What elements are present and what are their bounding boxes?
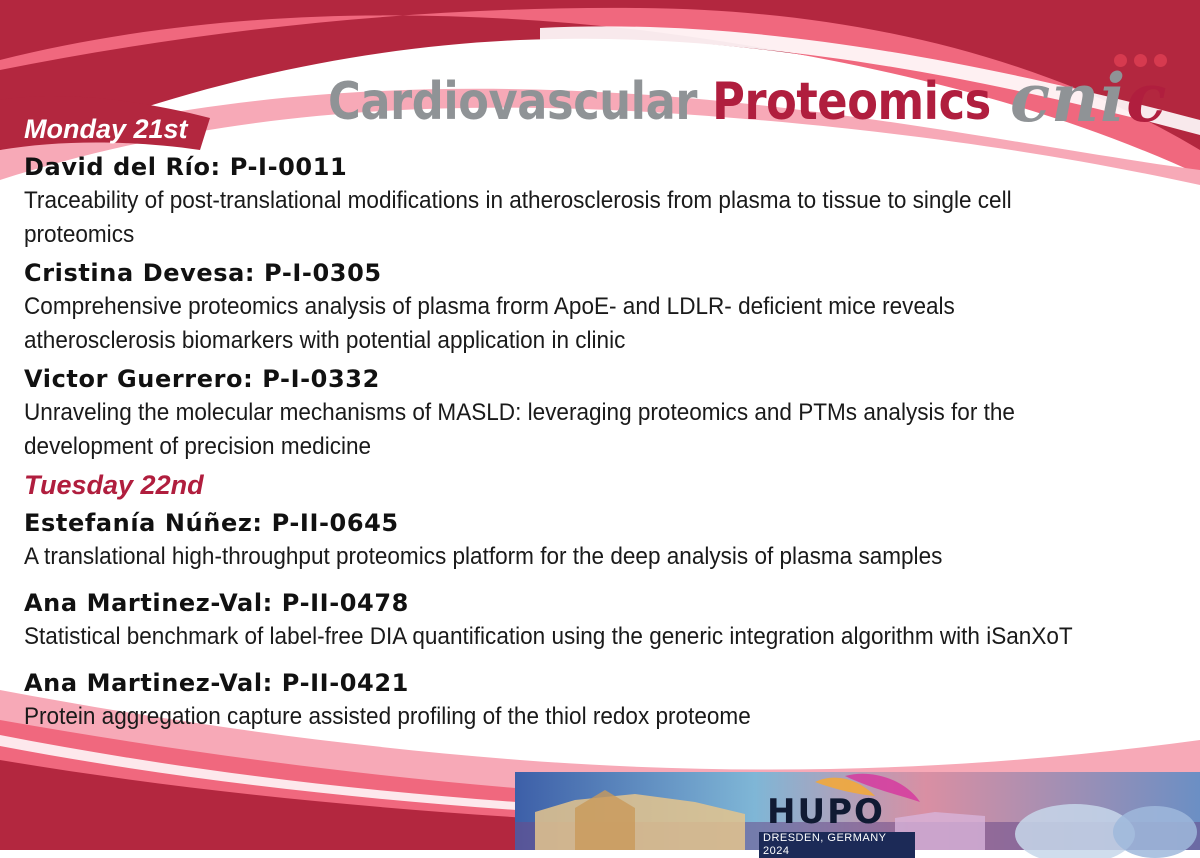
poster-title: Unraveling the molecular mechanisms of MASLD: leveraging proteomics and PTMs analysis for the xyxy=(24,399,1015,426)
poster-title-continued: development of precision medicine xyxy=(24,433,372,460)
hupo-location: DRESDEN, GERMANY 2024 xyxy=(759,832,915,858)
poster-title: Protein aggregation capture assisted profiling of the thiol redox proteome xyxy=(24,703,751,730)
day-heading-tuesday: Tuesday 22nd xyxy=(24,470,204,500)
poster-presenter: Cristina Devesa: P-I-0305 xyxy=(24,259,382,287)
hupo-banner-image xyxy=(515,772,1200,857)
poster-title: A translational high-throughput proteomics platform for the deep analysis of plasma samples xyxy=(24,543,943,570)
poster-title: Traceability of post-translational modifications in atherosclerosis from plasma to tissue to single cell xyxy=(24,187,1012,214)
poster-presenter: Ana Martinez-Val: P-II-0478 xyxy=(24,589,409,617)
cnic-logo-text: cnic xyxy=(1010,59,1168,137)
poster-entry xyxy=(24,362,1184,464)
hupo-logo xyxy=(755,788,915,857)
poster-schedule xyxy=(24,112,1184,734)
hupo-logo-text: HUPO xyxy=(767,792,885,832)
day-heading-monday: Monday 21st xyxy=(24,114,188,144)
title-cardiovascular: Cardiovascular xyxy=(328,72,697,132)
poster-title-continued: atherosclerosis biomarkers with potential application in clinic xyxy=(24,327,626,354)
poster-entry xyxy=(24,256,1184,358)
poster-entry xyxy=(24,586,1184,654)
poster-entry xyxy=(24,506,1184,574)
poster-presenter: David del Río: P-I-0011 xyxy=(24,153,348,181)
poster-title-continued: proteomics xyxy=(24,221,135,248)
poster-presenter: Victor Guerrero: P-I-0332 xyxy=(24,365,380,393)
poster-entry xyxy=(24,666,1184,734)
poster-presenter: Estefanía Núñez: P-II-0645 xyxy=(24,509,399,537)
poster-entry xyxy=(24,150,1184,252)
poster-title: Comprehensive proteomics analysis of plasma frorm ApoE- and LDLR- deficient mice reveals xyxy=(24,293,955,320)
title-proteomics: Proteomics xyxy=(712,72,991,132)
poster-title: Statistical benchmark of label-free DIA quantification using the generic integration algorithm with iSanXoT xyxy=(24,623,1073,650)
poster-presenter: Ana Martinez-Val: P-II-0421 xyxy=(24,669,409,697)
